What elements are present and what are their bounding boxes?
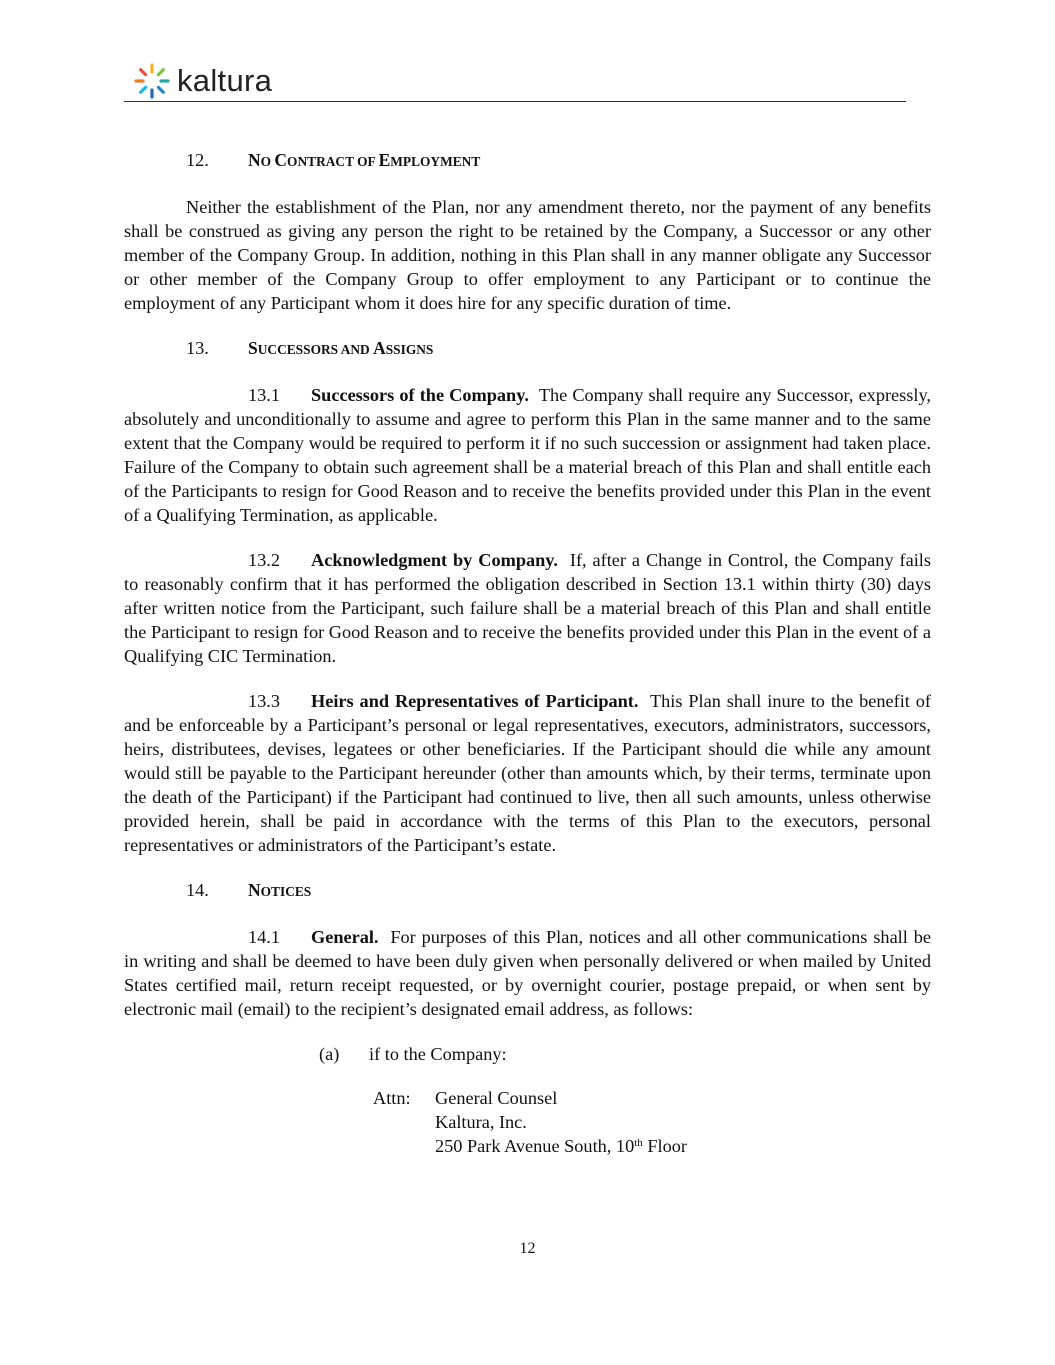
section-number: 13.	[186, 338, 209, 358]
section-12-heading: 12. NO CONTRACT OF EMPLOYMENT	[124, 148, 931, 174]
address-line: 250 Park Avenue South, 10th Floor	[435, 1136, 687, 1156]
section-13-heading: 13. SUCCESSORS AND ASSIGNS	[124, 336, 931, 362]
section-13-3-paragraph	[124, 689, 931, 857]
subsection-number: 13.2	[248, 550, 280, 570]
subsection-title: General.	[311, 927, 379, 947]
subsection-title: Acknowledgment by Company.	[311, 550, 558, 570]
section-12-body: Neither the establishment of the Plan, nor any amendment thereto, nor the payment of any benefits shall be construed as giving any person the right to be retained by the Company, a Successor or any other member of the Company Group. In addition, nothing in this Plan shall in any manner obligate any Successor or other member of the Company Group to offer employment to any Participant or to continue the employment of any Participant whom it does hire for any specific duration of time.	[124, 197, 931, 313]
list-item-a	[124, 1042, 931, 1066]
section-number: 12.	[186, 150, 209, 170]
kaltura-burst-icon	[134, 63, 170, 99]
list-text: if to the Company:	[369, 1044, 507, 1064]
subsection-number: 14.1	[248, 927, 280, 947]
section-13-1-paragraph	[124, 383, 931, 527]
address-line: Kaltura, Inc.	[435, 1112, 527, 1132]
subsection-number: 13.1	[248, 385, 280, 405]
address-lines	[435, 1086, 687, 1158]
subsection-title: Heirs and Representatives of Participant.	[311, 691, 639, 711]
page-number: 12	[519, 1240, 536, 1257]
section-13-2-paragraph	[124, 548, 931, 668]
section-14-1-paragraph	[124, 925, 931, 1021]
kaltura-logo	[134, 62, 272, 100]
document-body	[124, 144, 931, 1158]
subsection-body: This Plan shall inure to the benefit of and be enforceable by a Participant’s personal or legal representatives, executors, administrators, successors, heirs, distributees, devises, legatees or other beneficiaries. If the Participant should die while any amount would still be payable to the Participant hereunder (other than amounts which, by their terms, terminate upon the death of the Participant) if the Participant had continued to live, then all such amounts, unless otherwise provided herein, shall be paid in accordance with the terms of this Plan to the executors, personal representatives or administrators of the Participant’s estate.	[124, 691, 931, 855]
subsection-title: Successors of the Company.	[311, 385, 529, 405]
attn-label: Attn:	[373, 1088, 411, 1108]
subsection-number: 13.3	[248, 691, 280, 711]
subsection-body: If, after a Change in Control, the Company fails to reasonably confirm that it has performed the obligation described in Section 13.1 within thirty (30) days after written notice from the Participant, such failure shall be a material breach of this Plan and shall entitle the Participant to resign for Good Reason and to receive the benefits provided under this Plan in the event of a Qualifying CIC Termination.	[124, 550, 931, 666]
subsection-body: For purposes of this Plan, notices and all other communications shall be in writing and shall be deemed to have been duly given when personally delivered or when mailed by United States certified mail, return receipt requested, or by overnight courier, postage prepaid, or when sent by electronic mail (email) to the recipient’s designated email address, as follows:	[124, 927, 931, 1019]
list-label: (a)	[319, 1044, 340, 1064]
subsection-body: The Company shall require any Successor, expressly, absolutely and unconditionally to assume and agree to perform this Plan in the same manner and to the same extent that the Company would be required to perform it if no such succession or assignment had taken place. Failure of the Company to obtain such agreement shall be a material breach of this Plan and shall entitle each of the Participants to resign for Good Reason and to receive the benefits provided under this Plan in the event of a Qualifying Termination, as applicable.	[124, 385, 931, 525]
section-14-heading: 14. NOTICES	[124, 878, 931, 904]
address-line: General Counsel	[435, 1088, 558, 1108]
company-address-block	[124, 1086, 931, 1158]
header-rule	[124, 101, 906, 102]
logo-wordmark: kaltura	[177, 62, 273, 98]
section-number: 14.	[186, 880, 209, 900]
